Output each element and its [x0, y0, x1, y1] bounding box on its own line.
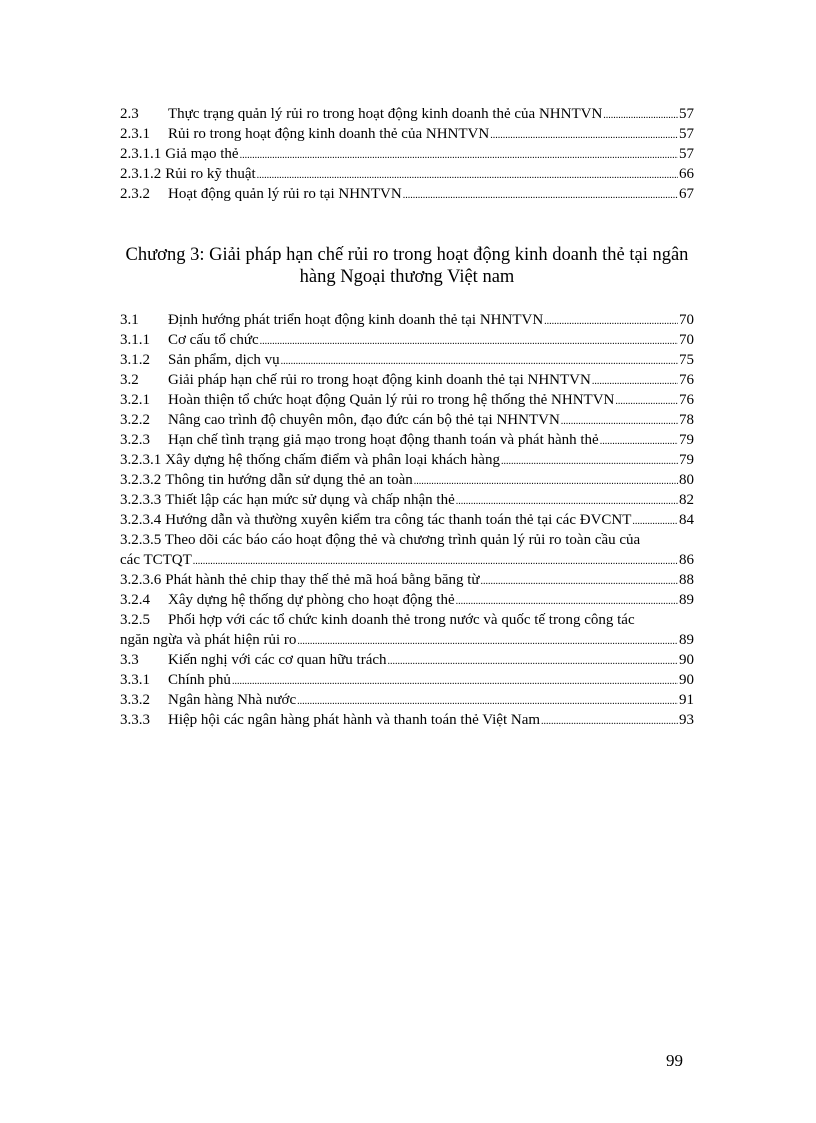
toc-leader-dots: [257, 166, 678, 186]
toc-leader-dots: [603, 106, 678, 126]
toc-entry-title: Rủi ro trong hoạt động kinh doanh thẻ của NHNTVN: [168, 126, 490, 142]
toc-entry-page: 67: [679, 186, 694, 202]
toc-entry-number: 3.3: [120, 652, 139, 668]
toc-entry-title: Rủi ro kỹ thuật: [165, 166, 256, 182]
toc-entry: [120, 310, 694, 330]
toc-entry-title: Xây dựng hệ thống chấm điểm và phân loại khách hàng: [165, 452, 500, 468]
toc-entry-page: 93: [679, 712, 694, 728]
toc-leader-dots: [561, 412, 678, 432]
toc-entry-title: Thiết lập các hạn mức sử dụng và chấp nhận thẻ: [165, 492, 455, 508]
toc-entry-title: Sản phẩm, dịch vụ: [168, 352, 280, 368]
toc-entry-page: 70: [679, 312, 694, 328]
toc-entry-title: Kiến nghị với các cơ quan hữu trách: [168, 652, 387, 668]
toc-entry: [120, 690, 694, 710]
toc-entry-number: 3.1.1: [120, 332, 150, 348]
toc-entry-page: 75: [679, 352, 694, 368]
toc-entry-title: Định hướng phát triển hoạt động kinh doanh thẻ tại NHNTVN: [168, 312, 544, 328]
toc-entry-title-continued: các TCTQT: [120, 552, 192, 568]
toc-entry-number: 3.3.3: [120, 712, 150, 728]
toc-entry-number: 3.2.2: [120, 412, 150, 428]
toc-entry-number: 3.2.3.6: [120, 572, 162, 588]
toc-leader-dots: [232, 672, 678, 692]
toc-entry-title: Hiệp hội các ngân hàng phát hành và thanh toán thẻ Việt Nam: [168, 712, 541, 728]
toc-leader-dots: [490, 126, 678, 146]
toc-chapter-3: [120, 310, 694, 730]
toc-entry-page: 76: [679, 372, 694, 388]
toc-entry-wrapped-line-2: [120, 550, 694, 570]
toc-entry-page: 89: [679, 592, 694, 608]
toc-entry-page: 88: [679, 572, 694, 588]
toc-leader-dots: [541, 712, 678, 732]
toc-leader-dots: [297, 632, 678, 652]
chapter-heading: [120, 244, 694, 288]
toc-entry-page: 76: [679, 392, 694, 408]
toc-entry-page: 91: [679, 692, 694, 708]
toc-entry-number: 3.2.3.5: [120, 532, 162, 548]
toc-leader-dots: [544, 312, 678, 332]
toc-entry-page: 84: [679, 512, 694, 528]
toc-entry-page: 57: [679, 106, 694, 122]
toc-entry-title: Thông tin hướng dẫn sử dụng thẻ an toàn: [165, 472, 413, 488]
toc-entry-page: 70: [679, 332, 694, 348]
toc-entry-title: Theo dõi các báo cáo hoạt động thẻ và chương trình quản lý rủi ro toàn cầu của: [164, 532, 641, 548]
toc-entry: [120, 124, 694, 144]
toc-entry-number: 3.2.3.3: [120, 492, 162, 508]
toc-entry-number: 3.3.2: [120, 692, 150, 708]
toc-entry-number: 3.2.3.1: [120, 452, 162, 468]
toc-entry-wrapped-line-1: [120, 530, 694, 550]
toc-entry-number: 3.2.4: [120, 592, 150, 608]
toc-entry-title: Phối hợp với các tổ chức kinh doanh thẻ trong nước và quốc tế trong công tác: [168, 612, 635, 628]
toc-entry: [120, 670, 694, 690]
toc-leader-dots: [388, 652, 678, 672]
toc-entry-wrapped-line-1: [120, 610, 694, 630]
toc-entry: [120, 710, 694, 730]
toc-entry-title: Ngân hàng Nhà nước: [168, 692, 297, 708]
toc-entry-page: 90: [679, 652, 694, 668]
toc-entry-number: 2.3.1.1: [120, 146, 162, 162]
toc-entry: [120, 650, 694, 670]
toc-entry-title: Xây dựng hệ thống dự phòng cho hoạt động thẻ: [168, 592, 455, 608]
toc-entry-page: 79: [679, 452, 694, 468]
toc-entry-page: 79: [679, 432, 694, 448]
toc-entry-number: 3.2.3: [120, 432, 150, 448]
toc-entry: [120, 410, 694, 430]
toc-entry-page: 90: [679, 672, 694, 688]
toc-entry: [120, 164, 694, 184]
toc-entry: [120, 350, 694, 370]
page-number: 99: [666, 1051, 683, 1070]
toc-leader-dots: [600, 432, 678, 452]
toc-leader-dots: [456, 592, 678, 612]
toc-entry: [120, 430, 694, 450]
toc-entry-title: Hoàn thiện tổ chức hoạt động Quản lý rủi ro trong hệ thống thẻ NHNTVN: [168, 392, 615, 408]
toc-entry-number: 3.1.2: [120, 352, 150, 368]
toc-entry-number: 3.1: [120, 312, 139, 328]
toc-entry-title: Cơ cấu tổ chức: [168, 332, 259, 348]
toc-leader-dots: [481, 572, 678, 592]
toc-entry: [120, 570, 694, 590]
toc-leader-dots: [297, 692, 678, 712]
toc-entry: [120, 590, 694, 610]
toc-entry: [120, 184, 694, 204]
toc-entry-number: 2.3.1: [120, 126, 150, 142]
toc-entry-page: 57: [679, 126, 694, 142]
toc-entry: [120, 104, 694, 124]
toc-entry-number: 2.3: [120, 106, 139, 122]
toc-entry-page: 78: [679, 412, 694, 428]
toc-entry-number: 2.3.2: [120, 186, 150, 202]
toc-leader-dots: [501, 452, 678, 472]
toc-entry-wrapped-line-2: [120, 630, 694, 650]
toc-leader-dots: [615, 392, 678, 412]
toc-entry-title: Phát hành thẻ chip thay thế thẻ mã hoá bằng băng từ: [165, 572, 480, 588]
toc-entry-title: Hạn chế tình trạng giả mạo trong hoạt động thanh toán và phát hành thẻ: [168, 432, 599, 448]
toc-entry: [120, 144, 694, 164]
toc-leader-dots: [281, 352, 678, 372]
chapter-heading-line-2: hàng Ngoại thương Việt nam: [299, 267, 515, 287]
toc-entry-page: 66: [679, 166, 694, 182]
toc-leader-dots: [260, 332, 678, 352]
toc-entry: [120, 330, 694, 350]
toc-entry-number: 3.2.5: [120, 612, 150, 628]
toc-entry: [120, 470, 694, 490]
toc-entry-title: Hoạt động quản lý rủi ro tại NHNTVN: [168, 186, 402, 202]
toc-entry: [120, 450, 694, 470]
toc-entry-title: Chính phủ: [168, 672, 231, 688]
toc-leader-dots: [456, 492, 678, 512]
toc-entry-title-continued: ngăn ngừa và phát hiện rủi ro: [120, 632, 297, 648]
toc-entry-title: Nâng cao trình độ chuyên môn, đạo đức cán bộ thẻ tại NHNTVN: [168, 412, 560, 428]
toc-entry: [120, 490, 694, 510]
toc-entry-page: 57: [679, 146, 694, 162]
toc-entry-title: Thực trạng quản lý rủi ro trong hoạt động kinh doanh thẻ của NHNTVN: [168, 106, 603, 122]
toc-entry-number: 3.3.1: [120, 672, 150, 688]
toc-entry: [120, 390, 694, 410]
toc-entry: [120, 510, 694, 530]
toc-leader-dots: [592, 372, 678, 392]
toc-entry-page: 89: [679, 632, 694, 648]
toc-entry-page: 80: [679, 472, 694, 488]
toc-leader-dots: [403, 186, 678, 206]
toc-entry: [120, 370, 694, 390]
toc-leader-dots: [632, 512, 678, 532]
toc-entry-title: Hướng dẫn và thường xuyên kiểm tra công tác thanh toán thẻ tại các ĐVCNT: [165, 512, 632, 528]
toc-entry-number: 2.3.1.2: [120, 166, 162, 182]
toc-entry-page: 86: [679, 552, 694, 568]
toc-entry-number: 3.2: [120, 372, 139, 388]
toc-entry-title: Giải pháp hạn chế rủi ro trong hoạt động kinh doanh thẻ tại NHNTVN: [168, 372, 591, 388]
toc-leader-dots: [193, 552, 678, 572]
toc-entry-page: 82: [679, 492, 694, 508]
toc-entry-number: 3.2.3.4: [120, 512, 162, 528]
toc-leader-dots: [240, 146, 678, 166]
chapter-heading-line-1: Chương 3: Giải pháp hạn chế rủi ro trong hoạt động kinh doanh thẻ tại ngân: [125, 245, 689, 265]
toc-entry-number: 3.2.3.2: [120, 472, 162, 488]
toc-entry-number: 3.2.1: [120, 392, 150, 408]
toc-section-2-3: [120, 104, 694, 204]
toc-leader-dots: [414, 472, 678, 492]
toc-entry-title: Giả mạo thẻ: [165, 146, 239, 162]
